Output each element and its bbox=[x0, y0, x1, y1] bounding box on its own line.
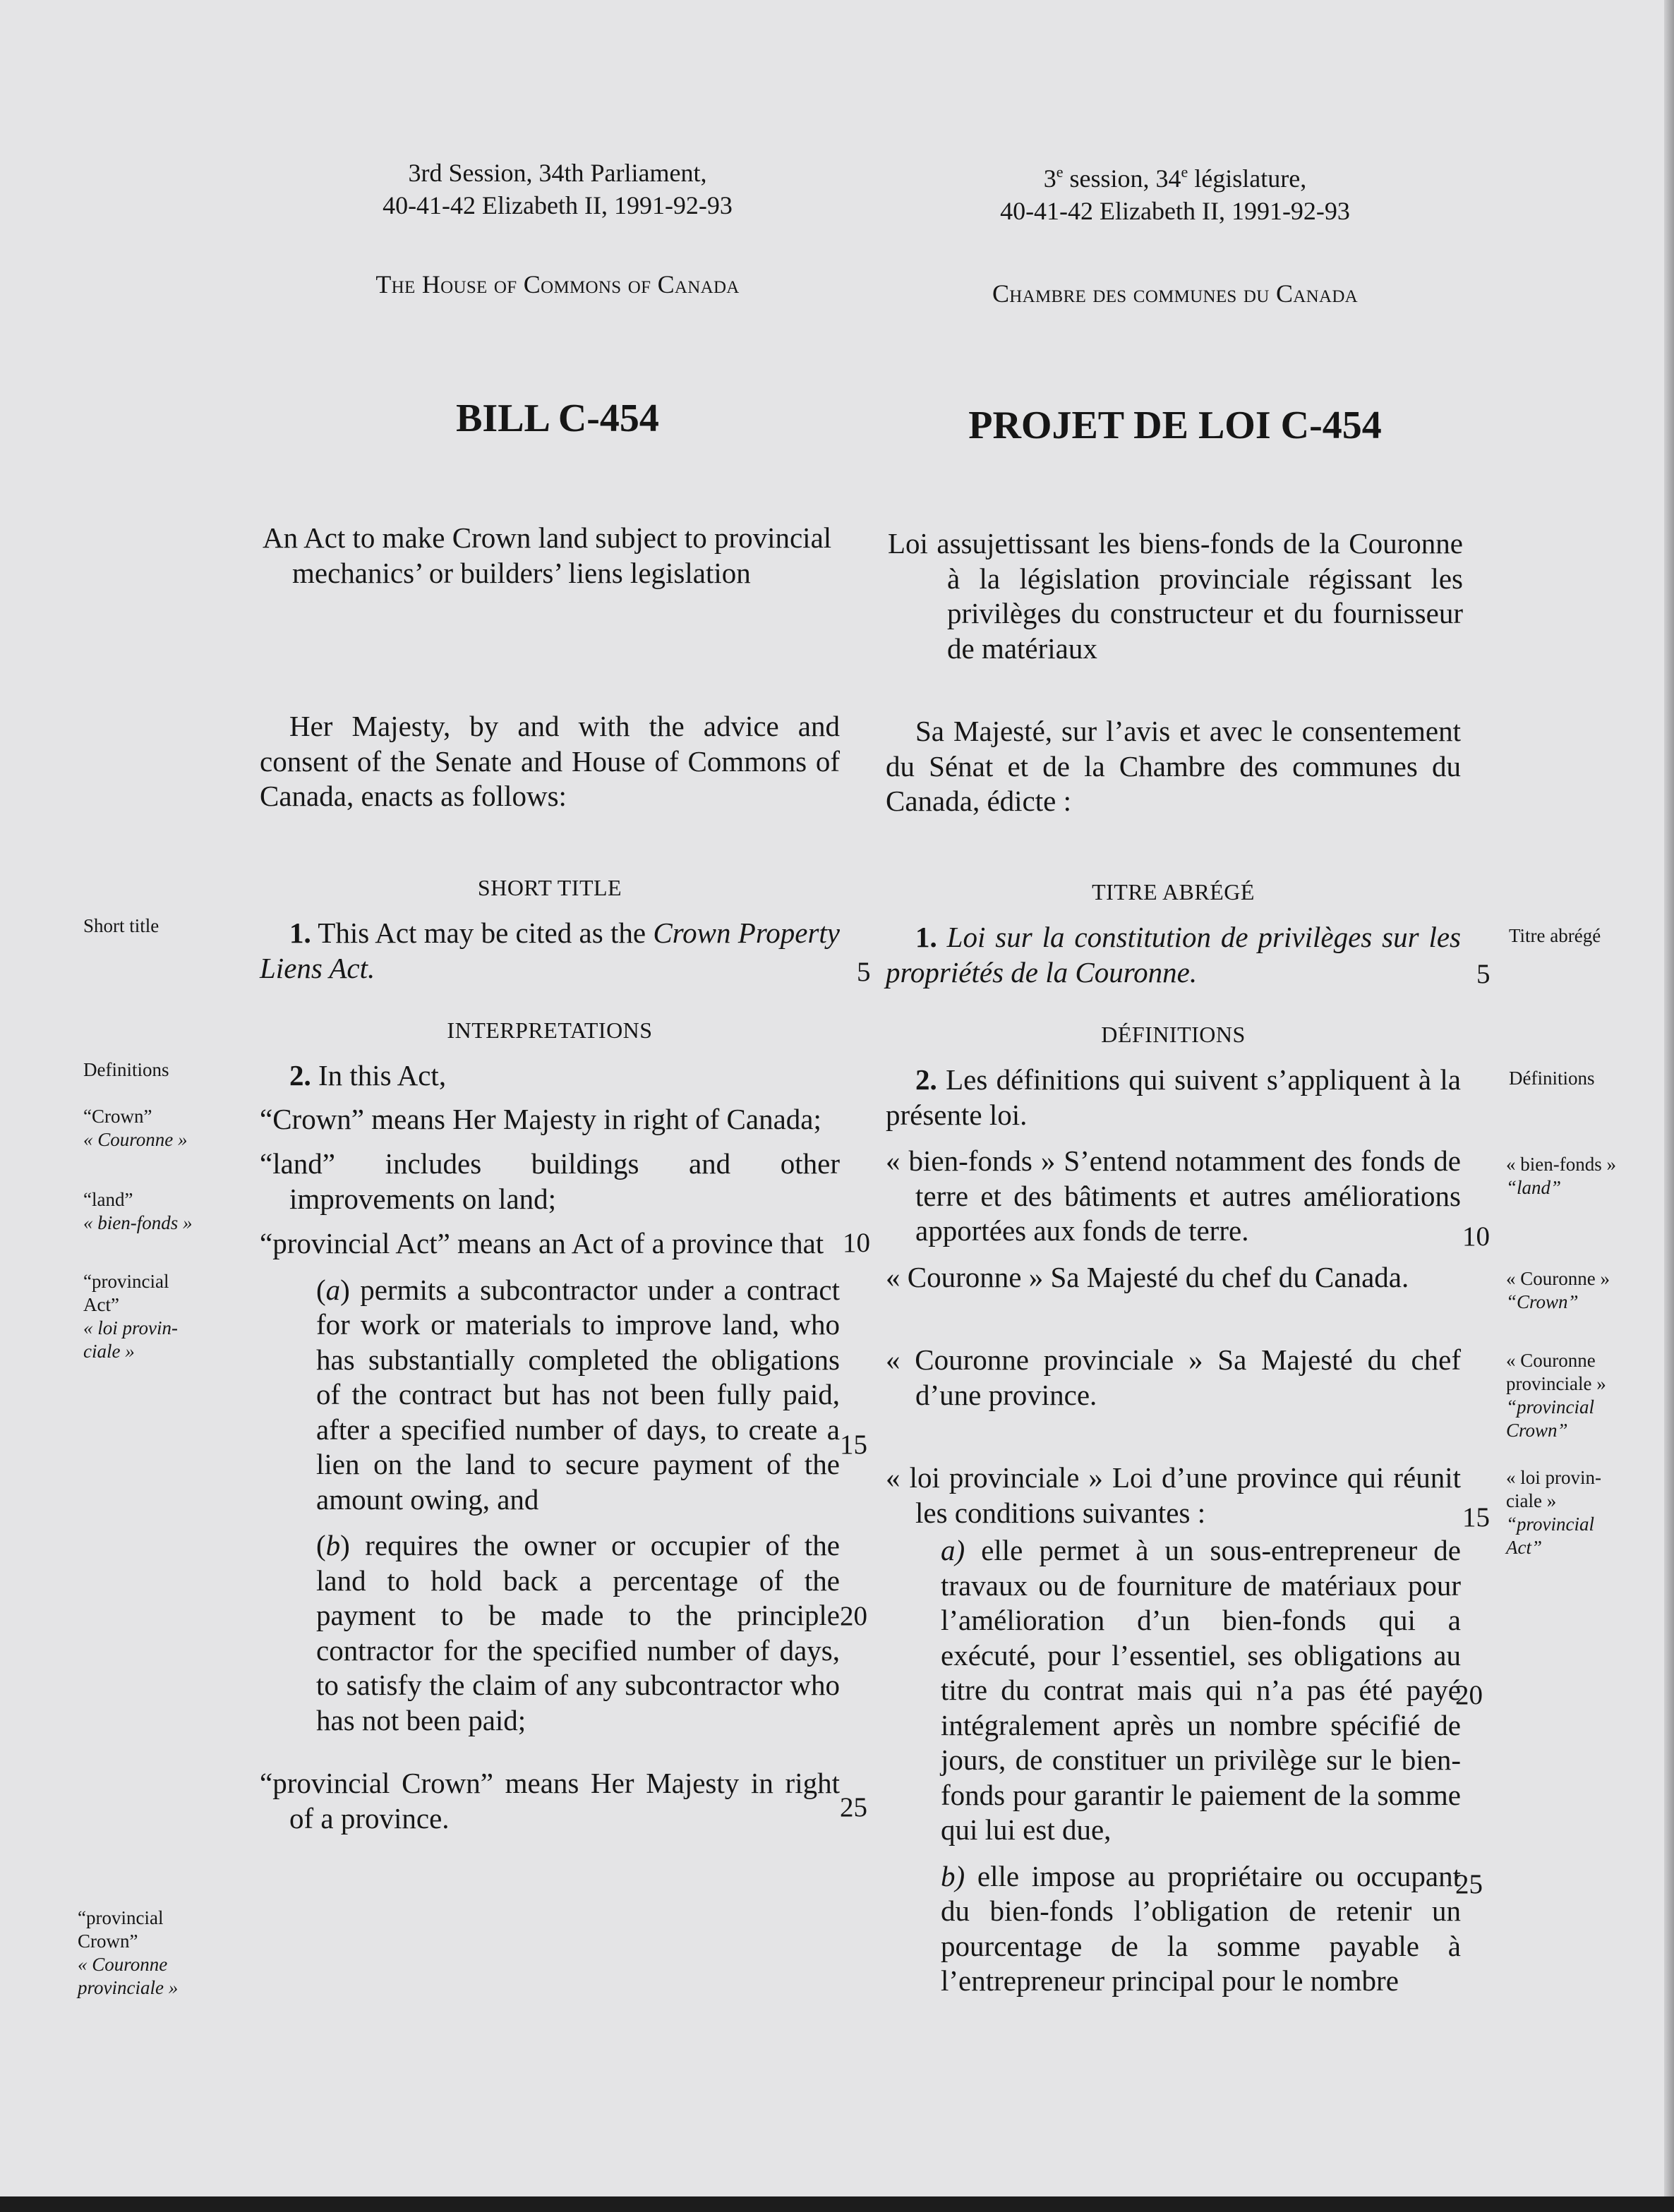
en-def-crown: “Crown” means Her Majesty in right of Canada; bbox=[260, 1102, 821, 1135]
fr-section-2: 2. Les définitions qui suivent s’appliquent à la présente loi. « bien-fonds » S’entend notamment des fonds de terre et des bâtiments et autres améliorations apportées aux fonds de terre. « Couronne » Sa Majesté du chef du Canada. « Couronne provinciale » Sa Majesté du chef d’une province. « loi provinciale » Loi d’une province qui réunit les conditions suivantes : a) elle permet à un sous-entrepreneur de travaux ou de fourniture de matériaux pour l’amélioration d’un bien-fonds qui a exécuté, pour l’essentiel, ses obligations au titre du contrat mais qui n’a pas été payé intégralement après un nombre spécifié de jours, de constituer un privilège sur le bien-fonds pour garantir le paiement de la somme qui lui est due, b) elle impose au propriétaire ou occupant du bien-fonds l’obligation de retenir un pourcentage de la somme payable à l’entrepreneur principal pour le nombre bbox=[886, 1063, 1461, 1999]
fr-line-number: 20 bbox=[1455, 1680, 1483, 1710]
en-line-number: 10 bbox=[843, 1228, 870, 1258]
fr-header bbox=[886, 162, 1464, 227]
fr-definitions-heading: DÉFINITIONS bbox=[1101, 1022, 1246, 1047]
fr-margin-crown: « Couronne » “Crown” bbox=[1506, 1268, 1610, 1312]
fr-house: Chambre des communes du Canada bbox=[992, 279, 1359, 308]
fr-margin-land: « bien-fonds » “land” bbox=[1506, 1154, 1616, 1198]
en-house: The House of Commons of Canada bbox=[375, 270, 740, 298]
fr-enacting-clause: Sa Majesté, sur l’avis et avec le consentement du Sénat et de la Chambre des communes du Canada, édicte : bbox=[886, 715, 1461, 817]
fr-section-1: 1. Loi sur la constitution de privilèges sur les propriétés de la Couronne. bbox=[886, 921, 1462, 989]
en-margin-crown: “Crown” « Couronne » bbox=[83, 1106, 188, 1150]
en-margin-definitions: Definitions bbox=[83, 1059, 169, 1080]
scan-edge-right bbox=[1664, 0, 1674, 2212]
en-margin-provincial-act: “provincial Act” « loi provin- ciale » bbox=[83, 1271, 178, 1362]
fr-bill-title: PROJET DE LOI C-454 bbox=[968, 404, 1382, 447]
en-header bbox=[268, 157, 847, 222]
fr-para-b: b) elle impose au propriétaire ou occupant du bien-fonds l’obligation de retenir un pourcentage de la somme payable à l’entrepreneur principal pour le nombre bbox=[941, 1859, 1461, 1997]
en-long-title: An Act to make Crown land subject to provincial mechanics’ or builders’ liens legislation bbox=[263, 521, 832, 589]
fr-margin-provincial-act: « loi provin- ciale » “provincial Act” bbox=[1506, 1467, 1601, 1558]
en-enacting-clause: Her Majesty, by and with the advice and consent of the Senate and House of Commons of Canada, enacts as follows: bbox=[260, 710, 840, 812]
en-section-1: 1. This Act may be cited as the Crown Property Liens Act. bbox=[260, 917, 840, 984]
fr-short-title-heading: TITRE ABRÉGÉ bbox=[1092, 879, 1255, 905]
en-section-2: 2. In this Act, “Crown” means Her Majesty in right of Canada; “land” includes buildings and other improvements on land; “provincial Act” means an Act of a province that (a) permits a subcontractor under a contract for work or materials to improve land, who has substantially completed the obligations of the contract but has not been fully paid, after a specified number of days, to create a lien on the land to secure payment of the amount owing, and (b) requires the owner or occupier of the land to hold back a percentage of the payment to be made to the principle contractor for the specified number of days, to satisfy the claim of any subcontractor who has not been paid; “provincial Crown” means Her Majesty in right of a province. bbox=[260, 1058, 840, 1836]
en-line-number: 20 bbox=[840, 1601, 867, 1631]
en-line-number: 25 bbox=[840, 1792, 867, 1823]
fr-line-number: 25 bbox=[1455, 1869, 1483, 1899]
en-short-title-heading: SHORT TITLE bbox=[477, 875, 622, 900]
en-para-a: (a) permits a subcontractor under a contract for work or materials to improve land, who has substantially completed the obligations of the contract but has not been fully paid, after a specified number of days, to create a lien on the land to secure payment of the amount owing, and bbox=[316, 1273, 840, 1516]
en-line-number: 15 bbox=[840, 1430, 867, 1460]
fr-margin-provincial-crown: « Couronne provinciale » “provincial Crown” bbox=[1506, 1350, 1606, 1441]
fr-def-provincial-act: « loi provinciale » Loi d’une province qui réunit les conditions suivantes : bbox=[886, 1461, 1461, 1529]
en-def-provincial-act: “provincial Act” means an Act of a province that bbox=[260, 1227, 824, 1259]
fr-def-crown: « Couronne » Sa Majesté du chef du Canada. bbox=[886, 1260, 1409, 1293]
en-margin-provincial-crown: “provincial Crown” « Couronne provinciale » bbox=[78, 1907, 179, 1998]
fr-line-number: 15 bbox=[1462, 1502, 1490, 1533]
en-reign: 40-41-42 Elizabeth II, 1991-92-93 bbox=[383, 191, 733, 219]
en-para-b: (b) requires the owner or occupier of the land to hold back a percentage of the payment to be made to the principle contractor for the specified number of days, to satisfy the claim of any subcontractor who has not been paid; bbox=[316, 1529, 840, 1736]
fr-margin-definitions: Définitions bbox=[1509, 1068, 1595, 1089]
fr-reign: 40-41-42 Elizabeth II, 1991-92-93 bbox=[1000, 197, 1350, 225]
en-def-land: “land” includes buildings and other improvements on land; bbox=[260, 1147, 840, 1215]
en-session: 3rd Session, 34th Parliament, bbox=[408, 159, 707, 187]
en-interpretations-heading: INTERPRETATIONS bbox=[447, 1017, 653, 1043]
fr-line-number: 5 bbox=[1476, 959, 1491, 989]
fr-line-number: 10 bbox=[1462, 1221, 1490, 1252]
fr-session: 3e session, 34e législature, bbox=[1043, 163, 1307, 193]
fr-long-title: Loi assujettissant les biens-fonds de la Couronne à la législation provinciale régissant les privilèges du constructeur et du fournisseur de matériaux bbox=[888, 527, 1463, 665]
fr-def-provincial-crown: « Couronne provinciale » Sa Majesté du chef d’une province. bbox=[886, 1343, 1461, 1411]
en-margin-land: “land” « bien-fonds » bbox=[83, 1189, 193, 1233]
scan-edge-bottom bbox=[0, 2196, 1674, 2212]
en-line-number: 5 bbox=[857, 957, 871, 987]
fr-def-land: « bien-fonds » S’entend notamment des fonds de terre et des bâtiments et autres améliorations apportées aux fonds de terre. bbox=[886, 1144, 1461, 1247]
en-def-provincial-crown: “provincial Crown” means Her Majesty in right of a province. bbox=[260, 1767, 840, 1835]
fr-para-a: a) elle permet à un sous-entrepreneur de travaux ou de fourniture de matériaux pour l’amélioration d’un bien-fonds qui a exécuté, pour l’essentiel, ses obligations au titre du contrat mais qui n’a pas été payé intégralement après un nombre spécifié de jours, de constituer un privilège sur le bien-fonds pour garantir le paiement de la somme qui lui est due, bbox=[941, 1534, 1461, 1846]
en-bill-title: BILL C-454 bbox=[456, 397, 659, 440]
fr-margin-short-title: Titre abrégé bbox=[1509, 925, 1601, 946]
en-margin-short-title: Short title bbox=[83, 915, 159, 936]
